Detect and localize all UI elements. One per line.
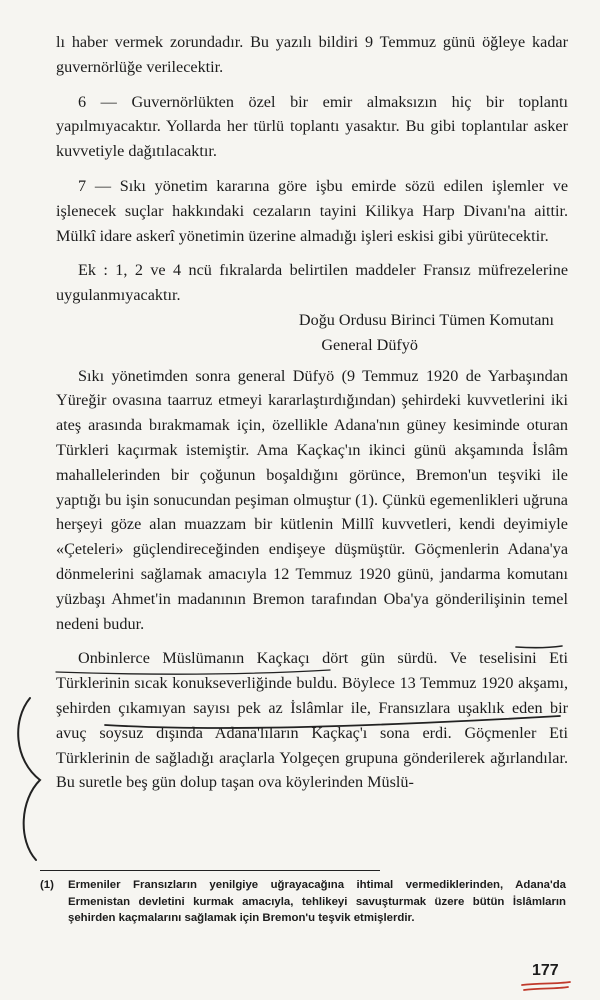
pen-bracket-mark xyxy=(18,698,40,860)
signature-name: General Düfyö xyxy=(321,335,418,354)
red-page-underline xyxy=(522,982,570,990)
paragraph-3: 7 — Sıkı yönetim kararına göre işbu emirde sözü edilen işlemler ve işlenecek suçlar hakkındaki cezaların tayini Kilikya Harp Divanı'na aittir. Mülkî idare askerî yönetimin üzerine almadığı işleri eskisi gibi yürütecektir. xyxy=(56,176,568,245)
paragraph-4: Ek : 1, 2 ve 4 ncü fıkralarda belirtilen maddeler Fransız müfrezelerine uygulanmıyacaktır. xyxy=(56,261,568,305)
footnote xyxy=(40,877,566,927)
signature-title: Doğu Ordusu Birinci Tümen Komutanı xyxy=(298,310,554,329)
signature-block xyxy=(56,308,568,358)
page-number: 177 xyxy=(532,962,559,979)
paragraph-1: lı haber vermek zorundadır. Bu yazılı bildiri 9 Temmuz günü öğleye kadar guvernörlüğe verilecektir. xyxy=(56,33,568,76)
footnote-marker: (1) xyxy=(40,879,54,891)
body-paragraph-1: Sıkı yönetimden sonra general Düfyö (9 Temmuz 1920 de Yarbaşından Yüreğir ovasına taarruz etmeyi kararlaştırdığından) şehirdeki kuvvetlerini iki ateş arasında bırakmamak için, özellikle Adana'nın güney kesiminde oturan Türkleri kaçırmak istemiştir. Ama Kaçkaç'ın ikinci günü akşamında İslâm mahallelerinden bir çoğunun boşaldığını görünce, Bremon'un teşviki ile yaptığı bu işin sonucundan peşiman olmuştur (1). Çünkü egemenlikleri uğruna herşeyi göze alan muazzam bir kütlenin Millî kuvvetleri, kendi deyimiyle «Çeteleri» güçlendireceğinden endişeye düşmüştür. Göçmenlerin Adana'ya dönmelerini sağlamak amacıyla 12 Temmuz 1920 günü, jandarma komutanı yüzbaşı Ahmet'in madanının Bremon tarafından Oba'ya gönderilişinin temel nedeni budur. xyxy=(56,366,568,633)
paragraph-2: 6 — Guvernörlükten özel bir emir almaksızın hiç bir toplantı yapılmıyacaktır. Yollarda her türlü toplantı yasaktır. Bu gibi toplantılar asker kuvvetiyle dağıtılacaktır. xyxy=(56,92,568,161)
footnote-divider xyxy=(40,870,380,871)
footnote-text: Ermeniler Fransızların yenilgiye uğrayacağına ihtimal vermediklerinden, Adana'da Ermenistan devletini kurmak amacıyla, tehlikeyi savuşturmak üzere bütün İslâmların şehirden kaçmalarını sağlamak için Bremon'u teşvik etmişlerdir. xyxy=(68,879,566,924)
body-paragraph-2: Onbinlerce Müslümanın Kaçkaçı dört gün sürdü. Ve teselisini Eti Türklerinin sıcak konukseverliğinde buldu. Böylece 13 Temmuz 1920 akşamı, şehirden çıkamıyan sayısı pek az İslâmlar ile, Fransızlara uşaklık eden bir avuç soysuz dışında Adana'lıların Kaçkaç'ı sona erdi. Göçmenler Eti Türklerinin de sağladığı araçlarla Yolgeçen grupuna gönderilerek ağırlandılar. Bu suretle beş gün dolup taşan ova köylerinden Müslü- xyxy=(56,649,568,792)
main-text xyxy=(56,30,568,795)
